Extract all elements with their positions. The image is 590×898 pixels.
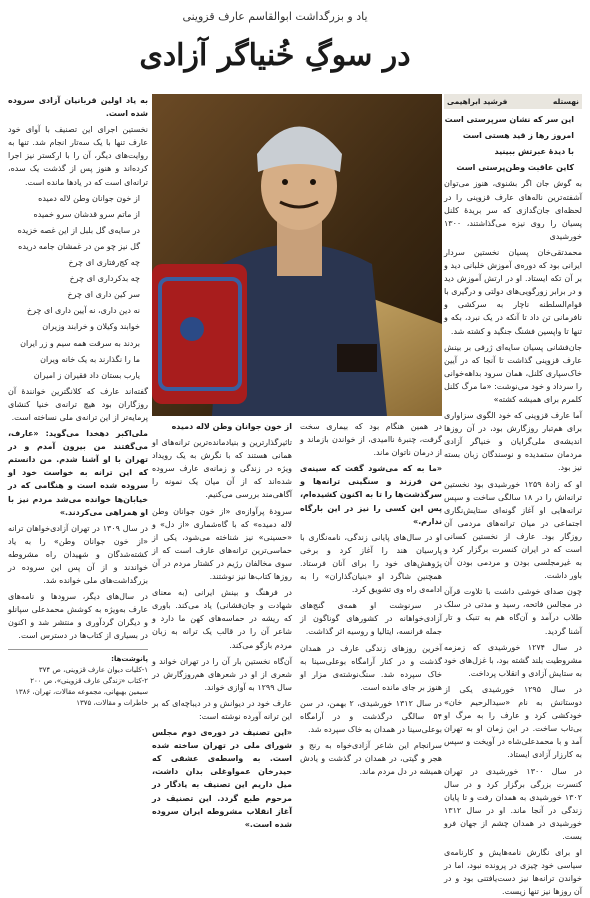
poem-line: چه کج‌رفتاری ای چرخ bbox=[68, 258, 140, 268]
middle-right-text-column bbox=[300, 420, 442, 822]
paragraph: در سال ۱۳۰۰ خورشیدی در تهران کنسرت بزرگی برگزار کرد و در سال ۱۳۰۲ خورشیدی به همدان رفت و تا پایان زندگی در آنجا ماند. او در سال ۱۳۱۲ خورشیدی در همدان چشم از جهان فرو بست. bbox=[444, 766, 582, 841]
paragraph: آما عارف قزوینی که خود الگوی سزاواری برای هم‌تبار روزگارش بود، در آن روزها اندیشه‌ی ملی‌گرایان و خنیاگر آزادی مردمان ستمدیده و نوسندگان زبان بسته نیز بود. bbox=[444, 411, 582, 473]
poem-line: خوابند وکیلان و خرابند وزیران bbox=[42, 322, 140, 332]
paragraph: عارف خود در دیوانش و در دیباچه‌ای که بر این ترانه آورده نوشته است: bbox=[152, 698, 292, 721]
paragraph: با دیدهٔ عبرتش ببینید bbox=[494, 147, 574, 157]
byline bbox=[444, 94, 582, 109]
paragraph: کاین عاقبت وطن‌پرستی است bbox=[456, 163, 574, 173]
paragraph: او در سال‌های پایانی زندگی، نامه‌نگاری با پارسیان هند را آغاز کرد و برخی پژوهش‌های خود را برای آنان فرستاد. همچنین شاگرد او «بنیان‌گذاران» را به ادامه‌ی راه وی تشویق کرد. bbox=[300, 532, 442, 595]
paragraph: او که زادهٔ ۱۲۵۹ خورشیدی بود نخستین ترانه‌اش را در ۱۸ سالگی ساخت و سپس ترانه‌هایی او آغاز گونه‌ای ستایش‌نگاری اجتماعی در میان ترانه‌های مردمی آن روزگار بود. عارف از نخستین کسانی است که در ایران کنسرت برگزار کرد و به غیرمجلسی بودن و مردمی بودن آن باور داشت. bbox=[444, 479, 583, 581]
paragraph: در سال ۱۲۹۵ خورشیدی یکی از دوستانش به نام «سیدالرحیم خان» خودکشی کرد و عارف را به مرگ او بی‌تاب ساخت. در این زمان او به تهران آمد و با محمدعلی‌شاه در آویخت و سپس به کارزار آزادی ایستاد. bbox=[444, 684, 582, 760]
article-subtitle: یاد و بزرگداشت ابوالقاسم عارف قزوینی bbox=[182, 10, 368, 23]
paragraph: در همین هنگام بود که بیماری سخت گرفت، چنبرهٔ ناامیدی، از خواندن بازماند و از درمان ناتوان ماند. bbox=[300, 422, 442, 458]
poem-line: گل نیز چو من در غمشان جامه دریده bbox=[18, 241, 140, 251]
paragraph: در سرنوشت او همه‌ی گنج‌های آزادی‌خواهانه در کشورهای گوناگون از جمله فرانسه، ایتالیا و روسیه اثر گذاشت. bbox=[300, 601, 442, 637]
author-name: فرشید ابراهیمی bbox=[447, 97, 508, 106]
poem-line: از خون جوانان وطن لاله دمیده bbox=[38, 193, 140, 203]
paragraph: در سال ۱۳۱۲ خورشیدی، ۲ بهمن، در سن ۵۴ سالگی درگذشت و در آرامگاه بوعلی‌سینا در همدان به خاک سپرده شد. bbox=[300, 698, 442, 735]
poem-line: نه دین داری، نه آیین داری ای چرخ bbox=[26, 306, 140, 316]
poem-line: در سایه‌ی گل بلبل از این غصه خزیده bbox=[17, 225, 140, 235]
middle-left-text-column bbox=[152, 420, 292, 829]
paragraph: در سال ۱۲۷۴ خورشیدی که زمزمه مشروطیت بلند گشته بود، با غزل‌های خود به ستایش آزادی و انقلاب پرداخت. bbox=[444, 642, 582, 678]
paragraph: ملی‌اکبر دهخدا می‌گوید: «عارف، می‌گفتند من بیرون آمدم و در تهران با او آشنا شدم. من دانستم که این ترانه به خواست خود او سروده شده است و هنگامی که در خیابان‌ها خوانده می‌شد مردم نیز با او همراهی می‌کردند.» bbox=[8, 429, 148, 517]
paragraph: آن‌گاه نخستین بار آن را در تهران خواند و شعری از او در شعرهای هم‌روزگارش در سال ۱۲۹۹ به آوازی خواند. bbox=[152, 656, 292, 692]
portrait-photo bbox=[152, 94, 442, 416]
section-heading: از خون جوانان وطن لاله دمیده bbox=[171, 422, 292, 431]
article-title: در سوگِ خُنیاگر آزادی bbox=[139, 38, 411, 73]
poem-line: بردند به سرقت همه سیم و زر ایران bbox=[20, 338, 140, 348]
paragraph: آخرین روزهای زندگی عارف در همدان گذشت و در کنار آرامگاه بوعلی‌سینا به خاک سپرده شد. سنگ‌نوشته‌ی مزار او هنوز بر جای مانده است. bbox=[300, 643, 442, 692]
paragraph: «این تصنیف در دوره‌ی دوم مجلس شورای ملی در تهران ساخته شده است. به واسطه‌ی عشقی که حیدرخان عمواوغلی بدان داشت، میل داریم این تصنیف به یادگار در مرحوم طبع گردد. این تصنیف در آغاز انقلاب مشروطه ایران سروده شده است.» bbox=[152, 728, 292, 829]
reference-item: خاطرات و مقالات، ۱۳۷۵ bbox=[76, 698, 148, 707]
right-text-column bbox=[444, 94, 583, 897]
paragraph: چون صدای خوشی داشت با تلاوت قرآن در مجالس فاتحه، رسید و مدتی در سلک طلاب درآمد و آن‌گاه هم به تنبک و تار آشنا گردید. bbox=[444, 587, 582, 636]
section-label: نهستله bbox=[552, 97, 579, 106]
poem-line: چه بدکرداری ای چرخ bbox=[69, 274, 140, 284]
reference-item: سیمین بهبهانی، مجموعه مقالات، تهران، ۱۳۸۶ bbox=[15, 687, 148, 696]
references-heading: پانوشت‌ها: bbox=[111, 654, 148, 663]
reference-item: ۱-کلیات دیوان عارف قزوینی، ص ۳۷۴ bbox=[38, 665, 148, 674]
paragraph: به گوش جان اگر بشنوی، هنوز می‌توان آشفته‌ترین ناله‌های عارف قزوینی را در لحظه‌ای جان‌گدازی که سر بریدهٔ کلنل پسیان را روی نیزه می‌گذاشتند، ۱۳۰۰ خورشیدی bbox=[444, 179, 582, 241]
paragraph: جان‌فشانی پسیان سایه‌ای ژرفی بر بینش عارف قزوینی گذاشت تا آنجا که در آیین خاک‌سپاری کلنل، همان سرود بداهه‌خوانی را سرداد و خود می‌نوشت: «ما مرگ کلنل کلمرم برای همیشه کشته» bbox=[444, 342, 582, 404]
paragraph: تاثیرگذارترین و بنیادمانده‌ترین ترانه‌های او همانی هستند که با نگرش به یک رویداد ویژه در زندگی و زمانه‌ی عارف سروده شده‌اند که از آن میان یک نمونه را آگاهی‌مند بررسی‌ می‌کنیم. bbox=[152, 438, 292, 500]
poem-line: ما را نگذارند به یک خانه ویران bbox=[40, 354, 140, 364]
references bbox=[8, 649, 148, 709]
paragraph: سرانجام این شاعر آزادی‌خواه به رنج و هجر و گیتی، در همدان در گذشت و یادش همیشه در دل مردم ماند. bbox=[300, 741, 442, 777]
poem-line: یارب بستان داد فقیران ز امیران bbox=[33, 370, 140, 380]
paragraph: به یاد اولین قربانیان آزادی سروده شده است. bbox=[8, 96, 148, 119]
paragraph: محمدتقی‌خان پسیان نخستین سردار ایرانی بود که دوره‌ی آموزش خلبانی دید و بر آن تکه ایستاد. او در ارتش آموزش دید و در برابر زورگویی‌های دولتی و درگیری با قوام‌السلطنه ناچار به سرکشی و نافرمانی تن داد تا آنکه در یک نبرد، بکه و تنها تا واپسین فشنگ جنگید و کشته شد. bbox=[444, 247, 582, 336]
poem-line: از ماتم سرو قدشان سرو خمیده bbox=[33, 209, 140, 219]
poem-line: سر کین داری ای چرخ bbox=[67, 290, 140, 300]
paragraph: در سال ۱۳۰۹ در تهران آزادی‌خواهان ترانه «از خون جوانان وطن» را به یاد کشته‌شدگان و شهیدان راه مشروطه خواندند و از آن پس این سروده در بزرگداشت‌های ملی خوانده شد. bbox=[8, 523, 148, 586]
paragraph: «ما به که می‌شود گفت که سینه‌ی من فرزند و سنگینی ترانه‌ها و سرگذشت‌ها را تا به اکنون کشیده‌ام، پس این کسی را نیز در این بارگاه ندارم.» bbox=[300, 464, 442, 526]
paragraph: در فرهنگ و بینش ایرانی (به معنای شهادت و جان‌فشانی) یاد می‌کند. باوری که ریشه در حماسه‌های کهن ما دارد و شاعر آن را در قالب یک ترانه به زبان مردم بازگو می‌کند. bbox=[152, 588, 292, 650]
paragraph: سرودهٔ پرآوازه‌ی «از خون جوانان وطن لاله دمیده» که با گاه‌شماری «از دل» و «حسینی» نیز شناخته می‌شود، یکی از حماسی‌ترین ترانه‌های عارف است که از سوی مخالفان رژیم در کشتار مردم در آن روزها کتاب‌ها نیز نوشتند. bbox=[152, 506, 292, 582]
portrait-illustration bbox=[152, 94, 442, 416]
reference-item: ۲-کتاب «زندگی عارف قزوینی»، ص ۲۰۰ bbox=[30, 676, 148, 685]
paragraph: گفته‌اند عارف که کلانگترین خوانندهٔ آن روزگاران بود هیچ ترانه‌ی خنیا کنشای پرمایه‌تر از این ترانه‌ی ملی نساخته است. bbox=[8, 386, 148, 422]
paragraph: در سال‌های دیگر، سرودها و نامه‌های عارف به‌ویژه به کوشش محمدعلی سپانلو و دیگران گردآوری و منتشر شد و اکنون در بسیاری از کتاب‌ها در دسترس است. bbox=[8, 592, 148, 641]
paragraph: این سر که نشان سرپرستی است bbox=[444, 115, 574, 125]
left-text-column bbox=[8, 94, 148, 822]
paragraph: او برای نگارش نامه‌هایش و کارنامه‌ی سیاسی خود چیزی در پرونده نبود، اما در خواندن ترانه‌ها نیز دست‌یافتنی بود و در آن روزها نیز تنها زیست. bbox=[444, 848, 582, 897]
paragraph: نخستین اجرای این تصنیف با آوای خود عارف تنها با یک سه‌تار انجام شد. تنها به روایت‌های دیگر، آن را با ارکستر نیز اجرا کرده‌اند و هنوز پس از گذشت یک سده، ترانه‌ای است که در یادها مانده است. bbox=[8, 125, 148, 187]
paragraph: امروز رها ز قید هستی است bbox=[462, 131, 574, 141]
